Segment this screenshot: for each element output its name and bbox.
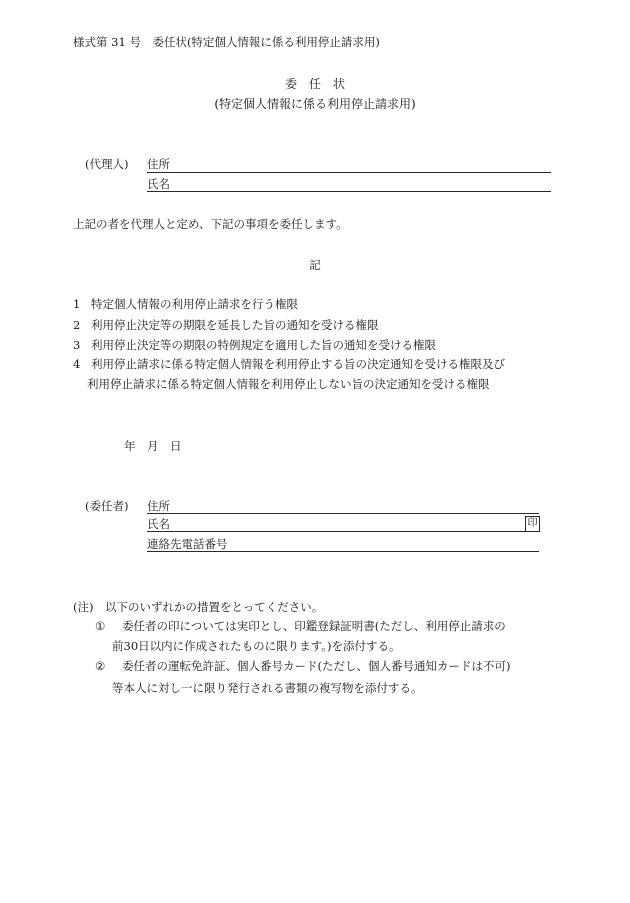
agent-address-label: 住所	[147, 157, 170, 171]
item-number: 3	[73, 338, 81, 352]
item-number: 4	[73, 357, 81, 371]
item-text: 利用停止請求に係る特定個人情報を利用停止する旨の決定通知を受ける権限及び	[91, 357, 505, 371]
item-number: 2	[73, 318, 81, 332]
principal-address-field[interactable]	[147, 513, 539, 514]
ki-heading: 記	[309, 258, 321, 272]
principal-address-label: 住所	[147, 499, 170, 513]
item-text: 特定個人情報の利用停止請求を行う権限	[91, 297, 298, 311]
item-number: 1	[73, 297, 81, 311]
page-subtitle: (特定個人情報に係る利用停止請求用)	[214, 97, 416, 111]
principal-name-field[interactable]	[147, 531, 539, 532]
item-text: 利用停止決定等の期限を延長した旨の通知を受ける権限	[91, 318, 379, 332]
agent-address-field[interactable]	[147, 172, 551, 173]
note-marker: ②	[95, 659, 106, 673]
principal-phone-label: 連絡先電話番号	[147, 537, 228, 551]
note-text: 委任者の印については実印とし、印鑑登録証明書(ただし、利用停止請求の	[122, 619, 506, 633]
note-heading: (注) 以下のいずれかの措置をとってください。	[73, 600, 324, 614]
principal-name-label: 氏名	[147, 517, 170, 531]
note-text: 委任者の運転免許証、個人番号カード(ただし、個人番号通知カードは不可)	[122, 659, 511, 673]
note-marker: ①	[95, 619, 106, 633]
delegation-statement: 上記の者を代理人と定め、下記の事項を委任します。	[73, 217, 348, 231]
seal-box: 印	[525, 516, 540, 532]
agent-name-field[interactable]	[147, 191, 551, 192]
principal-label: (委任者)	[85, 499, 129, 513]
date-line: 年 月 日	[124, 439, 182, 453]
note-text-continuation: 前30日以内に作成されたものに限ります。)を添付する。	[112, 639, 401, 653]
item-text-continuation: 利用停止請求に係る特定個人情報を利用停止しない旨の決定通知を受ける権限	[87, 377, 490, 391]
agent-name-label: 氏名	[147, 177, 170, 191]
form-number: 様式第 31 号 委任状(特定個人情報に係る利用停止請求用)	[73, 35, 380, 49]
agent-label: (代理人)	[85, 157, 129, 171]
note-text-continuation: 等本人に対し一に限り発行される書類の複写物を添付する。	[112, 681, 423, 695]
principal-phone-field[interactable]	[147, 551, 539, 552]
page-title: 委 任 状	[284, 77, 345, 91]
item-text: 利用停止決定等の期限の特例規定を適用した旨の通知を受ける権限	[91, 338, 436, 352]
